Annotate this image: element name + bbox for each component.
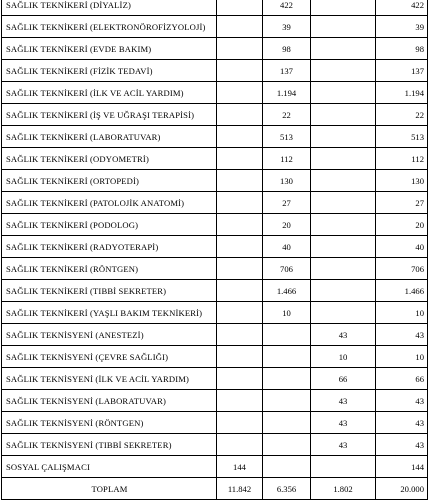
table-row	[2, 192, 428, 214]
total-label-cell: TOPLAM	[2, 478, 217, 500]
count-cell	[217, 170, 263, 192]
table-row	[2, 82, 428, 104]
position-name-cell: SAĞLIK TEKNİSYENİ (ÇEVRE SAĞLIĞI)	[2, 346, 217, 368]
table-row	[2, 60, 428, 82]
table-row	[2, 346, 428, 368]
count-cell: 20	[263, 214, 311, 236]
count-cell	[217, 324, 263, 346]
row-total-cell: 513	[376, 126, 428, 148]
position-name-cell: SAĞLIK TEKNİKERİ (PODOLOG)	[2, 214, 217, 236]
position-name-cell: SAĞLIK TEKNİKERİ (RÖNTGEN)	[2, 258, 217, 280]
position-name-cell: SAĞLIK TEKNİKERİ (RADYOTERAPİ)	[2, 236, 217, 258]
count-cell	[311, 60, 376, 82]
position-name-cell: SAĞLIK TEKNİKERİ (DİYALİZ)	[2, 0, 217, 16]
count-cell	[311, 192, 376, 214]
count-cell	[311, 170, 376, 192]
count-cell	[217, 16, 263, 38]
row-total-cell: 1.466	[376, 280, 428, 302]
table-row	[2, 302, 428, 324]
table-row	[2, 280, 428, 302]
count-cell	[217, 126, 263, 148]
count-cell: 22	[263, 104, 311, 126]
count-cell	[311, 126, 376, 148]
table-row	[2, 390, 428, 412]
table-row	[2, 412, 428, 434]
count-cell	[311, 280, 376, 302]
count-cell: 422	[263, 0, 311, 16]
position-name-cell: SAĞLIK TEKNİKERİ (İŞ VE UĞRAŞI TERAPİSİ)	[2, 104, 217, 126]
count-cell	[217, 280, 263, 302]
count-cell	[217, 346, 263, 368]
count-cell	[311, 82, 376, 104]
count-cell	[217, 412, 263, 434]
table-row	[2, 258, 428, 280]
table-row	[2, 434, 428, 456]
count-cell	[217, 236, 263, 258]
row-total-cell: 39	[376, 16, 428, 38]
count-cell: 98	[263, 38, 311, 60]
row-total-cell: 137	[376, 60, 428, 82]
row-total-cell: 66	[376, 368, 428, 390]
count-cell: 27	[263, 192, 311, 214]
row-total-cell: 10	[376, 302, 428, 324]
position-name-cell: SAĞLIK TEKNİKERİ (LABORATUVAR)	[2, 126, 217, 148]
count-cell: 1.194	[263, 82, 311, 104]
row-total-cell: 40	[376, 236, 428, 258]
total-value-cell: 6.356	[263, 478, 311, 500]
table-row	[2, 170, 428, 192]
count-cell	[217, 82, 263, 104]
count-cell	[263, 368, 311, 390]
count-cell: 43	[311, 434, 376, 456]
count-cell: 43	[311, 390, 376, 412]
count-cell	[311, 104, 376, 126]
row-total-cell: 144	[376, 456, 428, 478]
row-total-cell: 22	[376, 104, 428, 126]
row-total-cell: 112	[376, 148, 428, 170]
count-cell: 10	[263, 302, 311, 324]
count-cell	[311, 16, 376, 38]
count-cell	[311, 302, 376, 324]
row-total-cell: 43	[376, 324, 428, 346]
count-cell	[217, 104, 263, 126]
count-cell: 43	[311, 412, 376, 434]
row-total-cell: 130	[376, 170, 428, 192]
count-cell	[311, 456, 376, 478]
position-name-cell: SAĞLIK TEKNİKERİ (TIBBİ SEKRETER)	[2, 280, 217, 302]
position-name-cell: SOSYAL ÇALIŞMACI	[2, 456, 217, 478]
count-cell	[263, 324, 311, 346]
table-row	[2, 368, 428, 390]
document-page	[1, 0, 428, 500]
table-row	[2, 0, 428, 16]
position-name-cell: SAĞLIK TEKNİSYENİ (ANESTEZİ)	[2, 324, 217, 346]
count-cell	[311, 38, 376, 60]
position-name-cell: SAĞLIK TEKNİKERİ (FİZİK TEDAVİ)	[2, 60, 217, 82]
row-total-cell: 1.194	[376, 82, 428, 104]
position-name-cell: SAĞLIK TEKNİSYENİ (LABORATUVAR)	[2, 390, 217, 412]
total-row	[2, 478, 428, 500]
row-total-cell: 20	[376, 214, 428, 236]
count-cell	[263, 434, 311, 456]
count-cell: 66	[311, 368, 376, 390]
table-row	[2, 16, 428, 38]
table-row	[2, 104, 428, 126]
count-cell	[217, 390, 263, 412]
count-cell	[263, 346, 311, 368]
count-cell	[217, 214, 263, 236]
total-value-cell: 20.000	[376, 478, 428, 500]
count-cell	[263, 456, 311, 478]
position-name-cell: SAĞLIK TEKNİSYENİ (İLK VE ACİL YARDIM)	[2, 368, 217, 390]
table-row	[2, 148, 428, 170]
count-cell: 137	[263, 60, 311, 82]
position-name-cell: SAĞLIK TEKNİKERİ (ORTOPEDİ)	[2, 170, 217, 192]
table-body	[2, 0, 428, 500]
count-cell: 706	[263, 258, 311, 280]
row-total-cell: 43	[376, 412, 428, 434]
count-cell	[263, 412, 311, 434]
position-name-cell: SAĞLIK TEKNİKERİ (ELEKTRONÖROFİZYOLOJİ)	[2, 16, 217, 38]
count-cell	[311, 148, 376, 170]
row-total-cell: 98	[376, 38, 428, 60]
position-name-cell: SAĞLIK TEKNİKERİ (ODYOMETRİ)	[2, 148, 217, 170]
count-cell	[217, 302, 263, 324]
count-cell	[217, 434, 263, 456]
position-name-cell: SAĞLIK TEKNİKERİ (YAŞLI BAKIM TEKNİKERİ)	[2, 302, 217, 324]
count-cell: 40	[263, 236, 311, 258]
total-value-cell: 11.842	[217, 478, 263, 500]
row-total-cell: 10	[376, 346, 428, 368]
row-total-cell: 43	[376, 434, 428, 456]
count-cell	[217, 148, 263, 170]
count-cell: 513	[263, 126, 311, 148]
count-cell	[263, 390, 311, 412]
row-total-cell: 422	[376, 0, 428, 16]
row-total-cell: 706	[376, 258, 428, 280]
position-name-cell: SAĞLIK TEKNİKERİ (EVDE BAKIM)	[2, 38, 217, 60]
count-cell	[217, 258, 263, 280]
count-cell	[217, 368, 263, 390]
total-value-cell: 1.802	[311, 478, 376, 500]
count-cell	[311, 214, 376, 236]
count-cell	[217, 192, 263, 214]
count-cell	[311, 258, 376, 280]
position-name-cell: SAĞLIK TEKNİSYENİ (RÖNTGEN)	[2, 412, 217, 434]
position-name-cell: SAĞLIK TEKNİKERİ (PATOLOJİK ANATOMİ)	[2, 192, 217, 214]
count-cell: 112	[263, 148, 311, 170]
table-row	[2, 126, 428, 148]
count-cell: 10	[311, 346, 376, 368]
count-cell: 39	[263, 16, 311, 38]
count-cell: 43	[311, 324, 376, 346]
row-total-cell: 43	[376, 390, 428, 412]
count-cell: 1.466	[263, 280, 311, 302]
table-row	[2, 456, 428, 478]
position-name-cell: SAĞLIK TEKNİSYENİ (TIBBİ SEKRETER)	[2, 434, 217, 456]
table-row	[2, 38, 428, 60]
row-total-cell: 27	[376, 192, 428, 214]
count-cell	[217, 60, 263, 82]
count-cell: 144	[217, 456, 263, 478]
count-cell	[217, 0, 263, 16]
count-cell: 130	[263, 170, 311, 192]
count-cell	[311, 0, 376, 16]
table-row	[2, 236, 428, 258]
count-cell	[311, 236, 376, 258]
table-row	[2, 214, 428, 236]
count-cell	[217, 38, 263, 60]
position-name-cell: SAĞLIK TEKNİKERİ (İLK VE ACİL YARDIM)	[2, 82, 217, 104]
staff-allocation-table	[1, 0, 428, 500]
table-row	[2, 324, 428, 346]
